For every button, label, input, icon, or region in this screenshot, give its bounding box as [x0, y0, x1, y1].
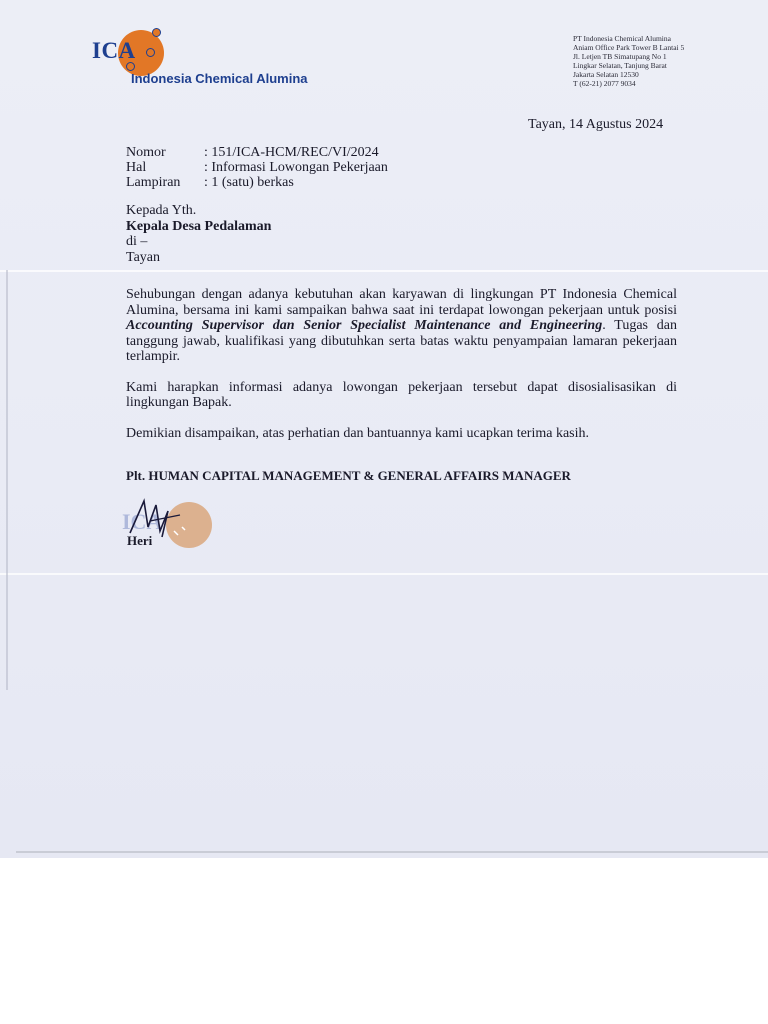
job-positions: Accounting Supervisor dan Senior Specialist Maintenance and Engineering [126, 318, 603, 333]
letter-date: Tayan, 14 Agustus 2024 [528, 117, 664, 132]
body-paragraph [126, 287, 677, 365]
meta-label: Lampiran [126, 175, 181, 190]
address-line: Lingkar Selatan, Tanjung Barat [573, 61, 667, 70]
address-line: Aniam Office Park Tower B Lantai 5 [573, 43, 685, 52]
body-text: . Tugas dan tanggung jawab, kualifikasi yang dibutuhkan serta batas waktu penyampaian lamaran pekerjaan terlampir. [126, 318, 677, 364]
letter-meta [126, 145, 388, 190]
paper-bottom-edge [16, 851, 768, 853]
signer-title: Plt. HUMAN CAPITAL MANAGEMENT & GENERAL AFFAIRS MANAGER [126, 468, 571, 483]
address-line: T (62-21) 2077 9034 [573, 79, 636, 88]
stamp-text: ICA [122, 509, 163, 534]
meta-row-hal [126, 160, 388, 175]
meta-value: : Informasi Lowongan Pekerjaan [204, 160, 388, 175]
paper-edge [6, 270, 8, 690]
signer-name: Heri [127, 533, 153, 548]
recipient-place: Tayan [126, 249, 161, 265]
recipient-name: Kepala Desa Pedalaman [126, 218, 272, 234]
address-line: Jl. Letjen TB Simatupang No 1 [573, 52, 667, 61]
logo-node-icon [146, 48, 155, 57]
company-logo [92, 28, 332, 92]
body-paragraph: Kami harapkan informasi adanya lowongan pekerjaan tersebut dapat disosialisasikan di lingkungan Bapak. [126, 379, 677, 410]
meta-label: Hal [126, 160, 147, 175]
recipient-block [126, 203, 271, 265]
paper-fold [0, 270, 768, 272]
logo-abbr: ICA [92, 38, 136, 63]
meta-row-lampiran [126, 175, 388, 190]
paper-fold [0, 573, 768, 575]
body-text: Sehubungan dengan adanya kebutuhan akan karyawan di lingkungan PT Indonesia Chemical Alumina, bersama ini kami sampaikan bahwa saat ini terdapat lowongan pekerjaan untuk posisi [126, 287, 677, 318]
meta-row-nomor [126, 145, 388, 160]
company-address [573, 34, 684, 88]
address-line: Jakarta Selatan 12530 [573, 70, 639, 79]
address-line: PT Indonesia Chemical Alumina [573, 34, 671, 43]
body-paragraph: Demikian disampaikan, atas perhatian dan bantuannya kami ucapkan terima kasih. [126, 425, 590, 441]
meta-label: Nomor [126, 145, 166, 160]
letter-body [126, 287, 677, 456]
logo-node-icon [152, 28, 161, 37]
logo-company-name: Indonesia Chemical Alumina [131, 71, 308, 86]
recipient-salutation: Kepada Yth. [126, 203, 197, 218]
meta-value: : 1 (satu) berkas [204, 175, 294, 190]
recipient-di: di – [126, 234, 148, 249]
meta-value: : 151/ICA-HCM/REC/VI/2024 [204, 145, 379, 160]
